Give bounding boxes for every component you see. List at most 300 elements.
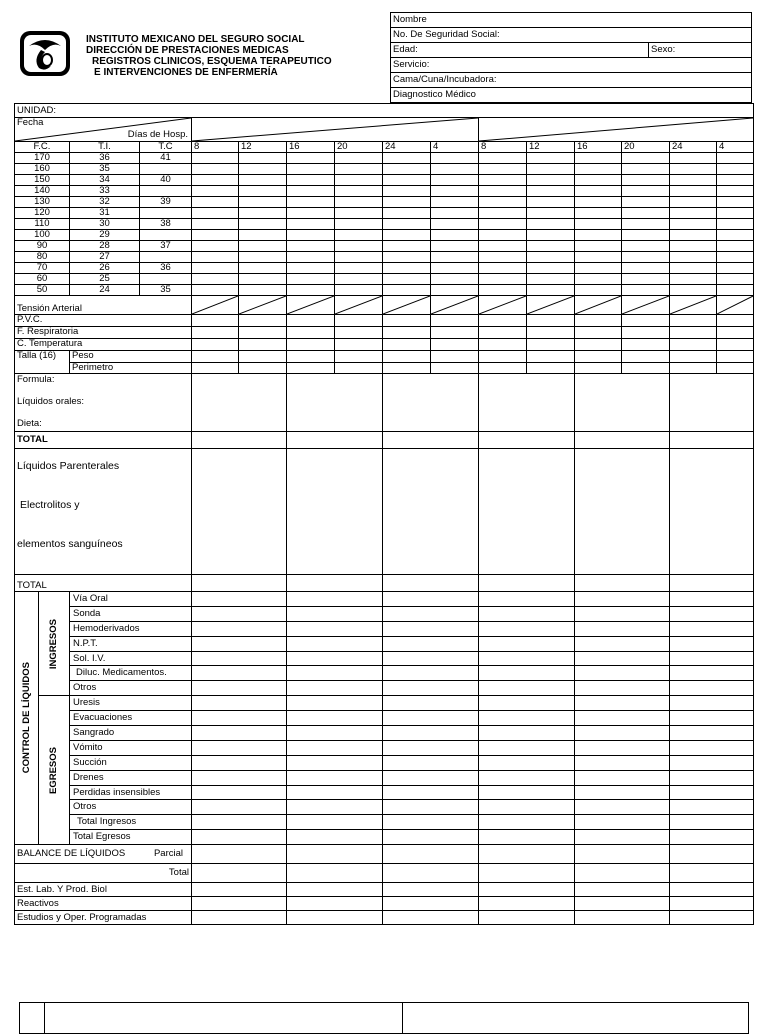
data-cell[interactable] [670,263,717,274]
data-cell[interactable] [670,339,717,351]
data-cell[interactable] [431,241,479,252]
data-cell[interactable] [670,351,717,363]
data-cell[interactable] [335,263,383,274]
block-cell[interactable] [670,770,754,785]
data-cell[interactable] [431,339,479,351]
block-cell[interactable] [670,883,754,897]
block-cell[interactable] [192,830,287,845]
data-cell[interactable] [575,274,622,285]
data-cell[interactable] [479,230,527,241]
block-cell[interactable] [287,575,383,592]
block-cell[interactable] [670,666,754,681]
block-cell[interactable] [192,681,287,696]
data-cell[interactable] [575,327,622,339]
block-cell[interactable] [383,651,479,666]
data-cell[interactable] [527,263,575,274]
data-cell[interactable] [335,327,383,339]
block-cell[interactable] [479,432,575,449]
block-cell[interactable] [479,800,575,815]
data-cell[interactable] [287,186,335,197]
data-cell[interactable] [239,197,287,208]
block-cell[interactable] [670,621,754,636]
data-cell[interactable] [622,351,670,363]
data-cell[interactable] [622,339,670,351]
data-cell[interactable] [622,363,670,374]
block-cell[interactable] [670,726,754,741]
block-cell[interactable] [192,815,287,830]
data-cell[interactable] [287,241,335,252]
block-cell[interactable] [479,711,575,726]
block-cell[interactable] [575,606,670,621]
data-cell[interactable] [575,285,622,296]
block-cell[interactable] [383,845,479,864]
block-cell[interactable] [287,651,383,666]
data-cell[interactable] [239,296,287,315]
sexo-field[interactable]: Sexo: [649,43,752,58]
data-cell[interactable] [192,241,239,252]
data-cell[interactable] [239,263,287,274]
block-cell[interactable] [670,755,754,770]
data-cell[interactable] [670,274,717,285]
block-cell[interactable] [575,755,670,770]
data-cell[interactable] [527,164,575,175]
block-cell[interactable] [192,897,287,911]
block-cell[interactable] [670,897,754,911]
block-cell[interactable] [287,621,383,636]
data-cell[interactable] [622,241,670,252]
data-cell[interactable] [383,315,431,327]
data-cell[interactable] [239,339,287,351]
data-cell[interactable] [335,153,383,164]
block-cell[interactable] [575,770,670,785]
data-cell[interactable] [575,241,622,252]
block-cell[interactable] [192,666,287,681]
block-cell[interactable] [575,636,670,651]
block-cell[interactable] [383,666,479,681]
data-cell[interactable] [287,327,335,339]
footer-cell-2[interactable] [45,1003,403,1034]
block-cell[interactable] [192,449,287,575]
block-cell[interactable] [192,374,287,432]
data-cell[interactable] [383,351,431,363]
data-cell[interactable] [239,363,287,374]
data-cell[interactable] [287,153,335,164]
block-cell[interactable] [192,911,287,925]
data-cell[interactable] [335,296,383,315]
block-cell[interactable] [479,815,575,830]
data-cell[interactable] [622,327,670,339]
data-cell[interactable] [383,219,431,230]
block-cell[interactable] [383,449,479,575]
block-cell[interactable] [383,815,479,830]
block-cell[interactable] [670,696,754,711]
data-cell[interactable] [431,263,479,274]
data-cell[interactable] [383,339,431,351]
block-cell[interactable] [192,755,287,770]
block-cell[interactable] [383,592,479,607]
data-cell[interactable] [383,230,431,241]
data-cell[interactable] [239,164,287,175]
data-cell[interactable] [431,208,479,219]
block-cell[interactable] [383,785,479,800]
data-cell[interactable] [622,252,670,263]
block-cell[interactable] [383,606,479,621]
block-cell[interactable] [192,800,287,815]
block-cell[interactable] [479,696,575,711]
block-cell[interactable] [670,575,754,592]
data-cell[interactable] [192,263,239,274]
data-cell[interactable] [622,296,670,315]
block-cell[interactable] [670,651,754,666]
data-cell[interactable] [670,153,717,164]
block-cell[interactable] [287,883,383,897]
data-cell[interactable] [335,241,383,252]
block-cell[interactable] [479,666,575,681]
block-cell[interactable] [287,897,383,911]
block-cell[interactable] [383,800,479,815]
block-cell[interactable] [383,740,479,755]
block-cell[interactable] [287,815,383,830]
data-cell[interactable] [383,274,431,285]
data-cell[interactable] [717,327,754,339]
data-cell[interactable] [670,252,717,263]
block-cell[interactable] [383,864,479,883]
block-cell[interactable] [670,592,754,607]
data-cell[interactable] [431,164,479,175]
block-cell[interactable] [479,897,575,911]
block-cell[interactable] [575,897,670,911]
block-cell[interactable] [479,911,575,925]
data-cell[interactable] [479,339,527,351]
data-cell[interactable] [527,274,575,285]
block-cell[interactable] [383,696,479,711]
block-cell[interactable] [575,864,670,883]
data-cell[interactable] [287,296,335,315]
block-cell[interactable] [575,911,670,925]
data-cell[interactable] [431,175,479,186]
block-cell[interactable] [575,666,670,681]
block-cell[interactable] [479,726,575,741]
block-cell[interactable] [479,636,575,651]
block-cell[interactable] [670,830,754,845]
data-cell[interactable] [575,164,622,175]
block-cell[interactable] [287,374,383,432]
data-cell[interactable] [717,315,754,327]
data-cell[interactable] [479,186,527,197]
data-cell[interactable] [717,339,754,351]
data-cell[interactable] [717,208,754,219]
block-cell[interactable] [670,785,754,800]
data-cell[interactable] [287,315,335,327]
block-cell[interactable] [670,636,754,651]
data-cell[interactable] [192,230,239,241]
data-cell[interactable] [670,296,717,315]
data-cell[interactable] [575,153,622,164]
data-cell[interactable] [622,285,670,296]
data-cell[interactable] [479,351,527,363]
block-cell[interactable] [192,606,287,621]
block-cell[interactable] [575,696,670,711]
data-cell[interactable] [192,164,239,175]
block-cell[interactable] [479,449,575,575]
data-cell[interactable] [527,230,575,241]
block-cell[interactable] [192,845,287,864]
block-cell[interactable] [383,726,479,741]
data-cell[interactable] [383,263,431,274]
block-cell[interactable] [670,845,754,864]
data-cell[interactable] [287,339,335,351]
block-cell[interactable] [479,740,575,755]
block-cell[interactable] [670,681,754,696]
block-cell[interactable] [479,770,575,785]
data-cell[interactable] [335,363,383,374]
data-cell[interactable] [527,363,575,374]
block-cell[interactable] [192,883,287,897]
block-cell[interactable] [287,449,383,575]
data-cell[interactable] [479,164,527,175]
block-cell[interactable] [192,636,287,651]
block-cell[interactable] [479,883,575,897]
data-cell[interactable] [239,351,287,363]
data-cell[interactable] [479,175,527,186]
data-cell[interactable] [431,252,479,263]
data-cell[interactable] [431,197,479,208]
data-cell[interactable] [717,175,754,186]
data-cell[interactable] [479,208,527,219]
data-cell[interactable] [383,175,431,186]
data-cell[interactable] [670,241,717,252]
data-cell[interactable] [383,252,431,263]
block-cell[interactable] [192,592,287,607]
block-cell[interactable] [287,830,383,845]
block-cell[interactable] [192,651,287,666]
data-cell[interactable] [383,285,431,296]
block-cell[interactable] [383,374,479,432]
block-cell[interactable] [192,740,287,755]
data-cell[interactable] [287,208,335,219]
block-cell[interactable] [670,815,754,830]
data-cell[interactable] [192,339,239,351]
data-cell[interactable] [239,230,287,241]
data-cell[interactable] [335,274,383,285]
block-cell[interactable] [192,864,287,883]
block-cell[interactable] [383,897,479,911]
block-cell[interactable] [383,911,479,925]
data-cell[interactable] [527,175,575,186]
data-cell[interactable] [717,197,754,208]
block-cell[interactable] [383,711,479,726]
data-cell[interactable] [287,274,335,285]
block-cell[interactable] [670,911,754,925]
data-cell[interactable] [192,208,239,219]
block-cell[interactable] [670,449,754,575]
data-cell[interactable] [239,274,287,285]
data-cell[interactable] [527,208,575,219]
data-cell[interactable] [192,351,239,363]
data-cell[interactable] [717,263,754,274]
block-cell[interactable] [670,432,754,449]
data-cell[interactable] [670,327,717,339]
block-cell[interactable] [479,651,575,666]
block-cell[interactable] [575,374,670,432]
data-cell[interactable] [239,285,287,296]
data-cell[interactable] [717,274,754,285]
data-cell[interactable] [335,186,383,197]
block-cell[interactable] [383,575,479,592]
data-cell[interactable] [335,252,383,263]
block-cell[interactable] [575,800,670,815]
block-cell[interactable] [670,864,754,883]
data-cell[interactable] [670,197,717,208]
block-cell[interactable] [287,845,383,864]
data-cell[interactable] [670,186,717,197]
block-cell[interactable] [575,681,670,696]
data-cell[interactable] [431,351,479,363]
block-cell[interactable] [287,911,383,925]
data-cell[interactable] [431,363,479,374]
cama-field[interactable]: Cama/Cuna/Incubadora: [391,73,752,88]
data-cell[interactable] [527,327,575,339]
block-cell[interactable] [383,432,479,449]
data-cell[interactable] [527,241,575,252]
data-cell[interactable] [287,175,335,186]
block-cell[interactable] [575,726,670,741]
data-cell[interactable] [431,186,479,197]
block-cell[interactable] [575,449,670,575]
data-cell[interactable] [239,327,287,339]
data-cell[interactable] [717,351,754,363]
data-cell[interactable] [670,230,717,241]
data-cell[interactable] [287,363,335,374]
block-cell[interactable] [383,636,479,651]
block-cell[interactable] [479,755,575,770]
footer-cell-1[interactable] [20,1003,45,1034]
data-cell[interactable] [527,296,575,315]
data-cell[interactable] [431,219,479,230]
block-cell[interactable] [670,374,754,432]
data-cell[interactable] [479,363,527,374]
block-cell[interactable] [575,830,670,845]
data-cell[interactable] [717,363,754,374]
block-cell[interactable] [192,621,287,636]
data-cell[interactable] [335,339,383,351]
data-cell[interactable] [335,208,383,219]
block-cell[interactable] [575,740,670,755]
data-cell[interactable] [287,252,335,263]
data-cell[interactable] [717,285,754,296]
block-cell[interactable] [287,636,383,651]
block-cell[interactable] [192,785,287,800]
data-cell[interactable] [527,197,575,208]
data-cell[interactable] [192,363,239,374]
data-cell[interactable] [383,208,431,219]
data-cell[interactable] [192,197,239,208]
footer-cell-3[interactable] [403,1003,749,1034]
block-cell[interactable] [575,432,670,449]
block-cell[interactable] [192,575,287,592]
data-cell[interactable] [287,285,335,296]
day1-date-cell[interactable] [192,118,479,142]
data-cell[interactable] [670,315,717,327]
data-cell[interactable] [431,315,479,327]
block-cell[interactable] [479,681,575,696]
block-cell[interactable] [575,845,670,864]
data-cell[interactable] [622,263,670,274]
data-cell[interactable] [717,296,754,315]
data-cell[interactable] [383,164,431,175]
block-cell[interactable] [383,770,479,785]
data-cell[interactable] [335,219,383,230]
data-cell[interactable] [670,175,717,186]
data-cell[interactable] [575,186,622,197]
data-cell[interactable] [383,327,431,339]
data-cell[interactable] [622,175,670,186]
block-cell[interactable] [670,800,754,815]
data-cell[interactable] [479,274,527,285]
data-cell[interactable] [431,327,479,339]
data-cell[interactable] [670,219,717,230]
data-cell[interactable] [575,252,622,263]
data-cell[interactable] [192,315,239,327]
data-cell[interactable] [192,274,239,285]
data-cell[interactable] [527,219,575,230]
data-cell[interactable] [527,252,575,263]
data-cell[interactable] [575,208,622,219]
data-cell[interactable] [192,186,239,197]
data-cell[interactable] [287,351,335,363]
block-cell[interactable] [575,711,670,726]
data-cell[interactable] [717,241,754,252]
nombre-field[interactable]: Nombre [391,13,752,28]
data-cell[interactable] [479,197,527,208]
block-cell[interactable] [287,755,383,770]
data-cell[interactable] [527,315,575,327]
data-cell[interactable] [670,363,717,374]
data-cell[interactable] [335,315,383,327]
data-cell[interactable] [287,219,335,230]
data-cell[interactable] [527,153,575,164]
edad-field[interactable]: Edad: [391,43,649,58]
block-cell[interactable] [479,785,575,800]
block-cell[interactable] [287,711,383,726]
block-cell[interactable] [670,740,754,755]
data-cell[interactable] [717,252,754,263]
block-cell[interactable] [479,864,575,883]
data-cell[interactable] [287,197,335,208]
data-cell[interactable] [717,230,754,241]
block-cell[interactable] [383,621,479,636]
block-cell[interactable] [575,621,670,636]
data-cell[interactable] [575,339,622,351]
block-cell[interactable] [287,666,383,681]
data-cell[interactable] [192,153,239,164]
data-cell[interactable] [717,153,754,164]
data-cell[interactable] [479,285,527,296]
data-cell[interactable] [527,351,575,363]
data-cell[interactable] [239,241,287,252]
data-cell[interactable] [527,339,575,351]
data-cell[interactable] [287,164,335,175]
data-cell[interactable] [239,315,287,327]
block-cell[interactable] [575,575,670,592]
block-cell[interactable] [192,432,287,449]
block-cell[interactable] [479,606,575,621]
data-cell[interactable] [335,285,383,296]
data-cell[interactable] [192,175,239,186]
data-cell[interactable] [239,252,287,263]
data-cell[interactable] [479,241,527,252]
data-cell[interactable] [479,315,527,327]
